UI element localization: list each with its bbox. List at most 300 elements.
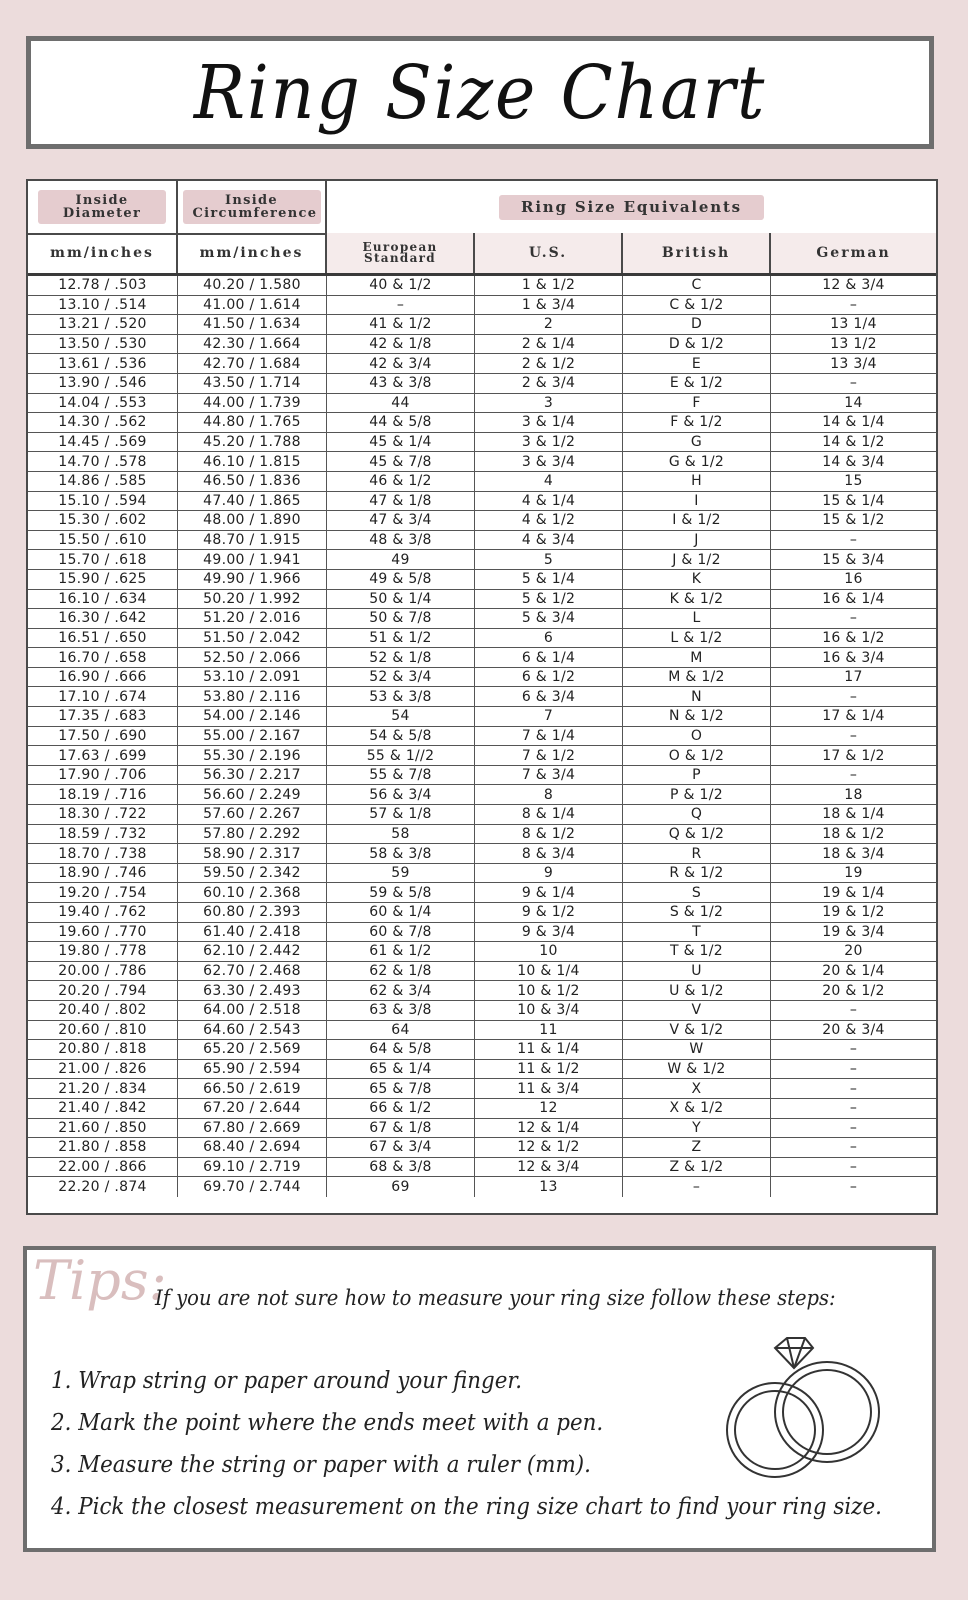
table-row xyxy=(28,942,936,962)
table-cell: 13 1/4 xyxy=(830,316,877,333)
table-cell: 65.20 / 2.569 xyxy=(178,1040,327,1059)
table-cell: 16.10 / .634 xyxy=(28,590,178,609)
table-cell: 59.50 / 2.342 xyxy=(178,864,327,883)
table-cell: 52 & 3/4 xyxy=(327,668,475,687)
table-cell: 3 & 1/4 xyxy=(475,413,623,432)
table-cell: X xyxy=(623,1079,771,1098)
table-cell: 20.20 / .794 xyxy=(28,981,178,1000)
table-cell: 13.21 / .520 xyxy=(28,315,178,334)
table-cell: 59 & 5/8 xyxy=(327,883,475,902)
table-row xyxy=(28,727,936,747)
table-cell: 21.80 / .858 xyxy=(28,1138,178,1157)
table-cell: 9 & 1/2 xyxy=(475,903,623,922)
table-cell: 6 & 3/4 xyxy=(475,687,623,706)
table-cell: 53.80 / 2.116 xyxy=(178,687,327,706)
table-cell: 57.60 / 2.267 xyxy=(178,805,327,824)
table-cell: 17 xyxy=(844,669,863,686)
table-row xyxy=(28,609,936,629)
table-cell: 7 & 1/4 xyxy=(475,727,623,746)
table-cell: 14.70 / .578 xyxy=(28,452,178,471)
table-cell: S xyxy=(623,883,771,902)
table-cell: 10 & 1/4 xyxy=(475,962,623,981)
table-cell: 64 xyxy=(327,1021,475,1040)
table-cell: 60 & 7/8 xyxy=(327,923,475,942)
table-cell: Z & 1/2 xyxy=(623,1158,771,1177)
table-row xyxy=(28,296,936,316)
table-cell: 20.40 / .802 xyxy=(28,1001,178,1020)
table-cell: 5 & 1/2 xyxy=(475,590,623,609)
table-cell: W & 1/2 xyxy=(623,1060,771,1079)
table-cell: 8 & 1/4 xyxy=(475,805,623,824)
table-cell: 6 xyxy=(475,629,623,648)
table-cell: 18 & 3/4 xyxy=(822,845,885,862)
table-cell: 2 & 1/4 xyxy=(475,335,623,354)
table-cell: 5 & 1/4 xyxy=(475,570,623,589)
table-cell: 17.35 / .683 xyxy=(28,707,178,726)
table-cell: 18.90 / .746 xyxy=(28,864,178,883)
table-cell: R & 1/2 xyxy=(623,864,771,883)
table-cell: 14.45 / .569 xyxy=(28,433,178,452)
table-cell: 45 & 7/8 xyxy=(327,452,475,471)
table-cell: 46.50 / 1.836 xyxy=(178,472,327,491)
table-cell: 12.78 / .503 xyxy=(28,276,178,295)
table-cell: 14 & 3/4 xyxy=(822,453,885,470)
table-cell: 41.00 / 1.614 xyxy=(178,296,327,315)
table-cell: 51.20 / 2.016 xyxy=(178,609,327,628)
table-row xyxy=(28,472,936,492)
table-row xyxy=(28,1138,936,1158)
table-cell: C & 1/2 xyxy=(623,296,771,315)
table-cell: U & 1/2 xyxy=(623,981,771,1000)
tips-step-2: 2. Mark the point where the ends meet with a pen. xyxy=(51,1410,604,1436)
header-us xyxy=(475,233,623,273)
table-cell: 9 & 1/4 xyxy=(475,883,623,902)
table-cell: 7 xyxy=(475,707,623,726)
table-cell: 45.20 / 1.788 xyxy=(178,433,327,452)
table-cell: P & 1/2 xyxy=(623,785,771,804)
table-cell: 43.50 / 1.714 xyxy=(178,374,327,393)
table-cell: H xyxy=(623,472,771,491)
table-cell: 48.70 / 1.915 xyxy=(178,531,327,550)
table-cell: 69.10 / 2.719 xyxy=(178,1158,327,1177)
table-cell: 48.00 / 1.890 xyxy=(178,511,327,530)
table-cell: 18 & 1/4 xyxy=(822,806,885,823)
table-cell: D xyxy=(623,315,771,334)
table-row xyxy=(28,707,936,727)
table-row xyxy=(28,981,936,1001)
table-row xyxy=(28,1099,936,1119)
table-cell: 9 xyxy=(475,864,623,883)
table-cell: N xyxy=(623,687,771,706)
table-cell: 67.20 / 2.644 xyxy=(178,1099,327,1118)
table-row xyxy=(28,1158,936,1178)
table-cell: 5 xyxy=(475,550,623,569)
table-cell: 15.30 / .602 xyxy=(28,511,178,530)
table-cell: 66 & 1/2 xyxy=(327,1099,475,1118)
table-row xyxy=(28,1060,936,1080)
table-cell: – xyxy=(849,1041,858,1058)
table-cell: 13.61 / .536 xyxy=(28,354,178,373)
table-cell: F xyxy=(623,394,771,413)
table-cell: 19 & 1/4 xyxy=(822,884,885,901)
table-cell: E & 1/2 xyxy=(623,374,771,393)
header-european xyxy=(327,233,475,273)
table-row xyxy=(28,1021,936,1041)
table-cell: 4 xyxy=(475,472,623,491)
table-cell: 20 & 1/2 xyxy=(822,982,885,999)
table-cell: 8 xyxy=(475,785,623,804)
header-mm-inches-diameter-label: mm/inches xyxy=(50,245,154,261)
table-row xyxy=(28,511,936,531)
table-cell: 65.90 / 2.594 xyxy=(178,1060,327,1079)
table-cell: 44.80 / 1.765 xyxy=(178,413,327,432)
table-cell: O & 1/2 xyxy=(623,746,771,765)
table-cell: F & 1/2 xyxy=(623,413,771,432)
table-cell: 21.60 / .850 xyxy=(28,1119,178,1138)
table-cell: 58.90 / 2.317 xyxy=(178,844,327,863)
table-cell: 50 & 1/4 xyxy=(327,590,475,609)
table-cell: – xyxy=(849,727,858,744)
table-cell: V xyxy=(623,1001,771,1020)
table-cell: 42.30 / 1.664 xyxy=(178,335,327,354)
page-title: Ring Size Chart xyxy=(193,49,767,136)
table-cell: 12 & 3/4 xyxy=(475,1158,623,1177)
table-cell: 56 & 3/4 xyxy=(327,785,475,804)
table-cell: – xyxy=(849,767,858,784)
table-cell: 10 xyxy=(475,942,623,961)
table-cell: 54 & 5/8 xyxy=(327,727,475,746)
table-row xyxy=(28,452,936,472)
table-row xyxy=(28,864,936,884)
table-cell: 63 & 3/8 xyxy=(327,1001,475,1020)
table-cell: 16 xyxy=(844,571,863,588)
table-cell: V & 1/2 xyxy=(623,1021,771,1040)
header-british xyxy=(623,233,771,273)
header-mm-inches-diameter xyxy=(28,233,178,273)
table-cell: 19 xyxy=(844,865,863,882)
table-cell: 63.30 / 2.493 xyxy=(178,981,327,1000)
title-box xyxy=(26,36,934,149)
table-cell: 5 & 3/4 xyxy=(475,609,623,628)
table-cell: 53 & 3/8 xyxy=(327,687,475,706)
table-cell: 54 xyxy=(327,707,475,726)
table-cell: 16 & 1/4 xyxy=(822,590,885,607)
header-us-label: U.S. xyxy=(528,245,568,261)
table-cell: 13.90 / .546 xyxy=(28,374,178,393)
table-row xyxy=(28,1177,936,1197)
table-cell: 69 xyxy=(327,1177,475,1197)
header-european-label: European Standard xyxy=(362,240,438,265)
table-cell: 11 & 3/4 xyxy=(475,1079,623,1098)
table-cell: 2 & 3/4 xyxy=(475,374,623,393)
header-inside-diameter xyxy=(28,181,178,233)
table-cell: 20.60 / .810 xyxy=(28,1021,178,1040)
table-cell: 56.60 / 2.249 xyxy=(178,785,327,804)
table-cell: 41.50 / 1.634 xyxy=(178,315,327,334)
table-cell: 59 xyxy=(327,864,475,883)
table-cell: 20 & 3/4 xyxy=(822,1021,885,1038)
table-cell: 56.30 / 2.217 xyxy=(178,766,327,785)
table-cell: 51 & 1/2 xyxy=(327,629,475,648)
table-row xyxy=(28,1040,936,1060)
table-cell: 17 & 1/2 xyxy=(822,747,885,764)
table-cell: 11 xyxy=(475,1021,623,1040)
table-cell: 13.10 / .514 xyxy=(28,296,178,315)
wedding-rings-icon xyxy=(717,1330,887,1485)
table-cell: 14 xyxy=(844,394,863,411)
table-cell: 60 & 1/4 xyxy=(327,903,475,922)
table-cell: I xyxy=(623,492,771,511)
table-cell: – xyxy=(849,1100,858,1117)
table-cell: – xyxy=(849,375,858,392)
table-cell: 62.70 / 2.468 xyxy=(178,962,327,981)
header-equivalents-label: Ring Size Equivalents xyxy=(499,195,764,220)
table-cell: Y xyxy=(623,1119,771,1138)
table-cell: L xyxy=(623,609,771,628)
table-cell: 7 & 1/2 xyxy=(475,746,623,765)
table-cell: 18 & 1/2 xyxy=(822,825,885,842)
table-cell: 46.10 / 1.815 xyxy=(178,452,327,471)
table-cell: 7 & 3/4 xyxy=(475,766,623,785)
table-cell: 19 & 3/4 xyxy=(822,923,885,940)
table-row xyxy=(28,883,936,903)
table-cell: J xyxy=(623,531,771,550)
table-row xyxy=(28,394,936,414)
table-cell: 44 & 5/8 xyxy=(327,413,475,432)
table-cell: 14.30 / .562 xyxy=(28,413,178,432)
table-cell: 15 & 1/4 xyxy=(822,492,885,509)
table-cell: 42 & 1/8 xyxy=(327,335,475,354)
table-cell: 17.10 / .674 xyxy=(28,687,178,706)
table-cell: 20 xyxy=(844,943,863,960)
table-row xyxy=(28,570,936,590)
table-cell: 65 & 7/8 xyxy=(327,1079,475,1098)
table-cell: 14.86 / .585 xyxy=(28,472,178,491)
table-row xyxy=(28,648,936,668)
table-cell: 15 xyxy=(844,473,863,490)
table-row xyxy=(28,825,936,845)
table-row xyxy=(28,1001,936,1021)
table-cell: 15.10 / .594 xyxy=(28,492,178,511)
table-row xyxy=(28,531,936,551)
table-cell: 11 & 1/2 xyxy=(475,1060,623,1079)
table-cell: 47 & 1/8 xyxy=(327,492,475,511)
table-cell: 69.70 / 2.744 xyxy=(178,1177,327,1197)
table-cell: 53.10 / 2.091 xyxy=(178,668,327,687)
table-cell: 16.51 / .650 xyxy=(28,629,178,648)
table-cell: L & 1/2 xyxy=(623,629,771,648)
table-cell: K & 1/2 xyxy=(623,590,771,609)
table-cell: 22.20 / .874 xyxy=(28,1177,178,1197)
table-cell: 67 & 1/8 xyxy=(327,1119,475,1138)
table-row xyxy=(28,785,936,805)
table-cell: 57.80 / 2.292 xyxy=(178,825,327,844)
header-inside-circumference-label: Inside Circumference xyxy=(183,190,321,224)
table-cell: 18 xyxy=(844,786,863,803)
table-cell: 19.20 / .754 xyxy=(28,883,178,902)
table-cell: 19.40 / .762 xyxy=(28,903,178,922)
table-cell: 8 & 1/2 xyxy=(475,825,623,844)
table-cell: 52.50 / 2.066 xyxy=(178,648,327,667)
table-cell: 44.00 / 1.739 xyxy=(178,394,327,413)
table-row xyxy=(28,590,936,610)
table-cell: 65 & 1/4 xyxy=(327,1060,475,1079)
table-cell: I & 1/2 xyxy=(623,511,771,530)
table-cell: 10 & 3/4 xyxy=(475,1001,623,1020)
table-cell: – xyxy=(849,688,858,705)
table-cell: – xyxy=(849,1179,858,1196)
header-equivalents xyxy=(327,181,936,233)
table-cell: 67 & 3/4 xyxy=(327,1138,475,1157)
table-cell: 18.70 / .738 xyxy=(28,844,178,863)
table-cell: 61 & 1/2 xyxy=(327,942,475,961)
table-cell: 58 xyxy=(327,825,475,844)
header-inside-circumference xyxy=(178,181,327,233)
table-cell: 14.04 / .553 xyxy=(28,394,178,413)
table-cell: 3 xyxy=(475,394,623,413)
table-cell: 60.10 / 2.368 xyxy=(178,883,327,902)
table-cell: 44 xyxy=(327,394,475,413)
table-cell: W xyxy=(623,1040,771,1059)
table-cell: 14 & 1/4 xyxy=(822,414,885,431)
table-cell: 15 & 3/4 xyxy=(822,551,885,568)
table-cell: 13.50 / .530 xyxy=(28,335,178,354)
table-row xyxy=(28,962,936,982)
table-cell: 58 & 3/8 xyxy=(327,844,475,863)
table-cell: 8 & 3/4 xyxy=(475,844,623,863)
tips-box xyxy=(23,1246,936,1552)
table-cell: 64.60 / 2.543 xyxy=(178,1021,327,1040)
table-cell: O xyxy=(623,727,771,746)
table-cell: – xyxy=(849,1080,858,1097)
table-cell: 21.40 / .842 xyxy=(28,1099,178,1118)
table-cell: 20.00 / .786 xyxy=(28,962,178,981)
table-cell: – xyxy=(849,296,858,313)
table-cell: 68.40 / 2.694 xyxy=(178,1138,327,1157)
table-cell: 13 3/4 xyxy=(830,355,877,372)
table-row xyxy=(28,746,936,766)
table-cell: 64.00 / 2.518 xyxy=(178,1001,327,1020)
table-cell: 49.90 / 1.966 xyxy=(178,570,327,589)
table-cell: J & 1/2 xyxy=(623,550,771,569)
table-row xyxy=(28,766,936,786)
table-cell: G xyxy=(623,433,771,452)
table-cell: 19 & 1/2 xyxy=(822,904,885,921)
table-cell: 19.80 / .778 xyxy=(28,942,178,961)
table-body xyxy=(28,276,936,1197)
table-cell: 47 & 3/4 xyxy=(327,511,475,530)
table-cell: 49.00 / 1.941 xyxy=(178,550,327,569)
table-cell: – xyxy=(327,296,475,315)
table-row xyxy=(28,492,936,512)
table-cell: 55 & 1//2 xyxy=(327,746,475,765)
header-mm-inches-circumference xyxy=(178,233,327,273)
table-row xyxy=(28,923,936,943)
table-cell: 3 & 3/4 xyxy=(475,452,623,471)
table-cell: G & 1/2 xyxy=(623,452,771,471)
tips-label: Tips: xyxy=(33,1249,167,1312)
table-cell: 22.00 / .866 xyxy=(28,1158,178,1177)
table-row xyxy=(28,374,936,394)
ring-size-table xyxy=(26,179,938,1215)
table-cell: 67.80 / 2.669 xyxy=(178,1119,327,1138)
table-cell: R xyxy=(623,844,771,863)
table-cell: 20.80 / .818 xyxy=(28,1040,178,1059)
table-cell: 15.90 / .625 xyxy=(28,570,178,589)
table-cell: 46 & 1/2 xyxy=(327,472,475,491)
table-row xyxy=(28,844,936,864)
header-british-label: British xyxy=(661,245,731,261)
table-cell: 14 & 1/2 xyxy=(822,434,885,451)
table-row xyxy=(28,668,936,688)
table-cell: – xyxy=(623,1177,771,1197)
table-cell: 2 xyxy=(475,315,623,334)
table-cell: X & 1/2 xyxy=(623,1099,771,1118)
tips-intro: If you are not sure how to measure your ring size follow these steps: xyxy=(155,1286,836,1310)
table-cell: 62 & 1/8 xyxy=(327,962,475,981)
table-cell: M xyxy=(623,648,771,667)
table-cell: T xyxy=(623,923,771,942)
table-cell: – xyxy=(849,1061,858,1078)
table-cell: 13 xyxy=(475,1177,623,1197)
table-row xyxy=(28,354,936,374)
table-cell: 55.30 / 2.196 xyxy=(178,746,327,765)
tips-step-4: 4. Pick the closest measurement on the ring size chart to find your ring size. xyxy=(51,1494,882,1520)
table-cell: 62 & 3/4 xyxy=(327,981,475,1000)
table-header-top xyxy=(28,181,936,235)
table-row xyxy=(28,315,936,335)
table-cell: 68 & 3/8 xyxy=(327,1158,475,1177)
table-cell: 16 & 1/2 xyxy=(822,629,885,646)
table-cell: – xyxy=(849,1002,858,1019)
table-cell: 41 & 1/2 xyxy=(327,315,475,334)
table-cell: 12 & 1/2 xyxy=(475,1138,623,1157)
table-cell: – xyxy=(849,610,858,627)
table-cell: 50 & 7/8 xyxy=(327,609,475,628)
table-row xyxy=(28,413,936,433)
table-cell: S & 1/2 xyxy=(623,903,771,922)
table-row xyxy=(28,629,936,649)
table-cell: 57 & 1/8 xyxy=(327,805,475,824)
table-cell: – xyxy=(849,1159,858,1176)
header-mm-inches-circumference-label: mm/inches xyxy=(199,245,304,261)
table-cell: 18.59 / .732 xyxy=(28,825,178,844)
header-german xyxy=(771,233,936,273)
table-cell: U xyxy=(623,962,771,981)
table-cell: E xyxy=(623,354,771,373)
table-cell: 11 & 1/4 xyxy=(475,1040,623,1059)
table-cell: 16.30 / .642 xyxy=(28,609,178,628)
table-row xyxy=(28,550,936,570)
table-cell: 15 & 1/2 xyxy=(822,512,885,529)
table-cell: 60.80 / 2.393 xyxy=(178,903,327,922)
table-cell: 1 & 3/4 xyxy=(475,296,623,315)
table-cell: M & 1/2 xyxy=(623,668,771,687)
table-cell: 50.20 / 1.992 xyxy=(178,590,327,609)
table-cell: 20 & 1/4 xyxy=(822,963,885,980)
table-cell: 2 & 1/2 xyxy=(475,354,623,373)
table-cell: 3 & 1/2 xyxy=(475,433,623,452)
table-cell: Q xyxy=(623,805,771,824)
table-cell: 48 & 3/8 xyxy=(327,531,475,550)
table-cell: 61.40 / 2.418 xyxy=(178,923,327,942)
table-cell: 40.20 / 1.580 xyxy=(178,276,327,295)
table-cell: 17.90 / .706 xyxy=(28,766,178,785)
table-cell: 1 & 1/2 xyxy=(475,276,623,295)
table-cell: 17.63 / .699 xyxy=(28,746,178,765)
table-cell: 15.50 / .610 xyxy=(28,531,178,550)
table-cell: Z xyxy=(623,1138,771,1157)
